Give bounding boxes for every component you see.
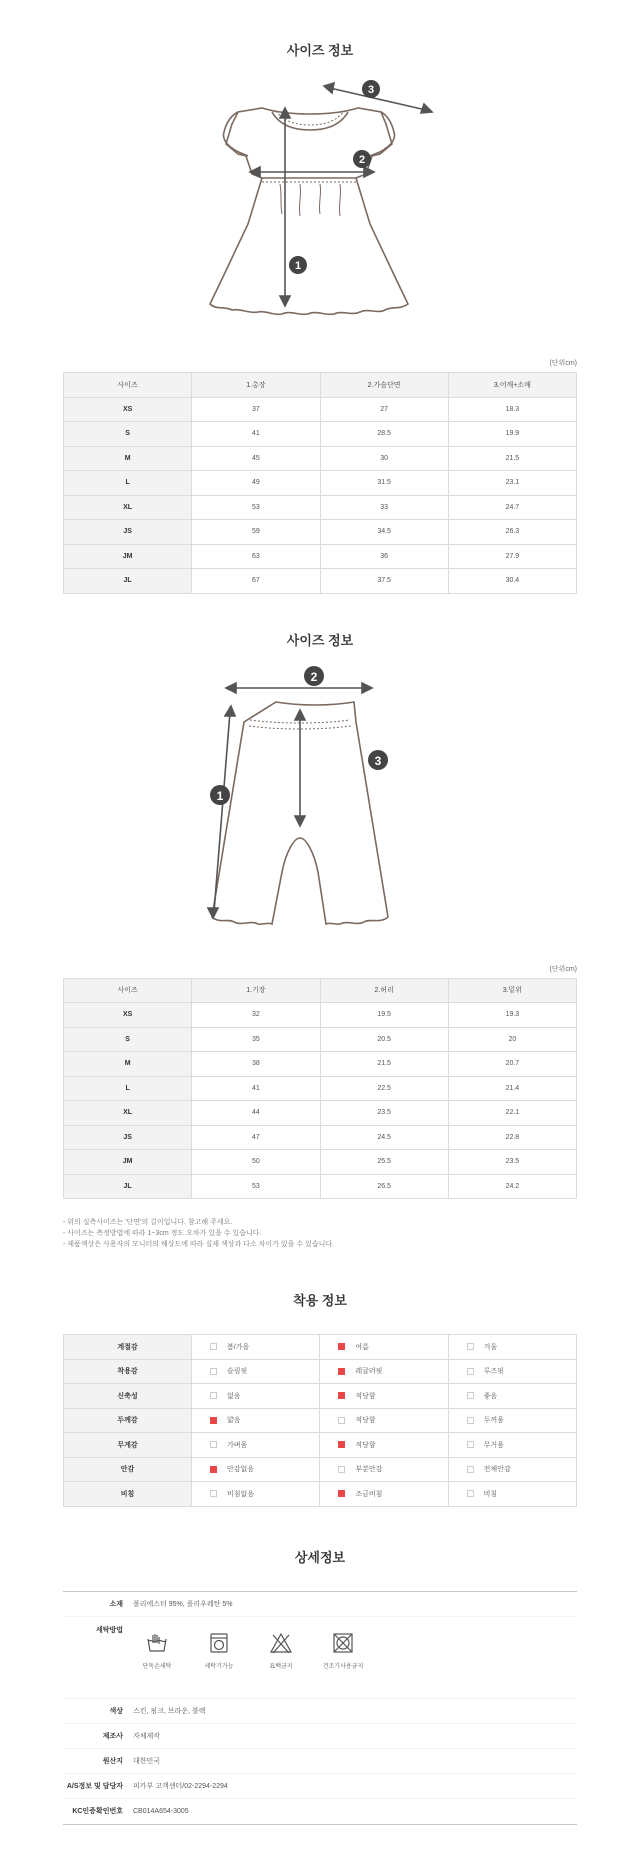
fit-label: 안감: [64, 1457, 192, 1482]
detail-value: CB014A654-3005: [133, 1807, 189, 1815]
checkbox-unchecked: [210, 1343, 217, 1350]
fit-option-label: 없음: [227, 1392, 241, 1400]
fit-option-label: 안감없음: [227, 1466, 255, 1474]
detail-row-as: [63, 1774, 577, 1799]
fit-row: [64, 1457, 577, 1482]
measure-cell: 22.8: [448, 1125, 576, 1150]
note-line: - 제품색상은 사용자의 모니터의 해상도에 따라 실제 색상과 다소 차이가 있을 수 있습니다.: [63, 1241, 335, 1248]
unit-label-dress: (단위cm): [549, 360, 577, 367]
measure-cell: 27: [320, 397, 448, 422]
fit-option: [320, 1457, 448, 1482]
detail-row-kc: [63, 1799, 577, 1824]
size-notes: [63, 1217, 577, 1250]
fit-option: [448, 1457, 576, 1482]
detail-label: 제조사: [102, 1732, 123, 1740]
fit-option-label: 부분안감: [355, 1466, 383, 1474]
fit-row: [64, 1408, 577, 1433]
fit-option-label: 적당함: [355, 1417, 376, 1425]
table-row: [64, 1027, 577, 1052]
fit-row: [64, 1384, 577, 1409]
note-line: - 위의 실측사이즈는 '단면'의 길이입니다. 참고해 주세요.: [63, 1219, 233, 1226]
fit-option: [192, 1482, 320, 1507]
detail-info-title: 상세정보: [294, 1549, 346, 1565]
measure-cell: 63: [192, 544, 320, 569]
table-header: 1.기장: [192, 978, 320, 1003]
detail-row-wash: [63, 1617, 577, 1699]
size-cell: JM: [64, 544, 192, 569]
table-header: 2.허리: [320, 978, 448, 1003]
size-info-title-pants: 사이즈 정보: [286, 632, 354, 648]
care-label: 건조기사용금지: [322, 1663, 364, 1670]
detail-value: 스킨, 핑크, 브라운, 블랙: [133, 1707, 206, 1715]
measure-cell: 31.5: [320, 471, 448, 496]
care-label: 세탁기가능: [204, 1663, 234, 1670]
size-cell: L: [64, 1076, 192, 1101]
measure-cell: 37: [192, 397, 320, 422]
checkbox-checked: [210, 1466, 217, 1473]
care-item: [319, 1631, 367, 1670]
size-cell: S: [64, 422, 192, 447]
fit-option: [192, 1359, 320, 1384]
fit-row: [64, 1433, 577, 1458]
fit-option: [320, 1384, 448, 1409]
dress-size-table: [63, 372, 577, 594]
measure-cell: 28.5: [320, 422, 448, 447]
fit-option: [192, 1335, 320, 1360]
fit-label: 비침: [64, 1482, 192, 1507]
measure-cell: 18.3: [448, 397, 576, 422]
measure-cell: 30: [320, 446, 448, 471]
size-cell: M: [64, 1052, 192, 1077]
measure-cell: 20: [448, 1027, 576, 1052]
fit-option-label: 가벼움: [227, 1441, 248, 1449]
measure-cell: 44: [192, 1101, 320, 1126]
fit-option-label: 슬림핏: [227, 1368, 248, 1376]
fit-option: [192, 1433, 320, 1458]
table-header: 3.밑위: [448, 978, 576, 1003]
fit-option-label: 얇음: [227, 1417, 241, 1425]
hand-wash-icon: [145, 1631, 169, 1655]
detail-label: 세탁방법: [95, 1626, 123, 1634]
note-line: - 사이즈는 측정방법에 따라 1~3cm 정도 오차가 있을 수 있습니다.: [63, 1230, 262, 1237]
measure-cell: 21.5: [448, 446, 576, 471]
measure-cell: 19.3: [448, 1003, 576, 1028]
measure-cell: 19.5: [320, 1003, 448, 1028]
detail-value: 폴리에스터 95%, 폴리우레탄 5%: [133, 1600, 233, 1608]
checkbox-unchecked: [338, 1466, 345, 1473]
table-row: [64, 544, 577, 569]
size-cell: JS: [64, 1125, 192, 1150]
table-row: [64, 495, 577, 520]
checkbox-unchecked: [210, 1368, 217, 1375]
measure-cell: 21.5: [320, 1052, 448, 1077]
measure-cell: 20.7: [448, 1052, 576, 1077]
table-row: [64, 520, 577, 545]
size-cell: XL: [64, 1101, 192, 1126]
table-header: 사이즈: [64, 978, 192, 1003]
fit-info-title: 착용 정보: [293, 1293, 347, 1308]
fit-row: [64, 1335, 577, 1360]
unit-label-pants: (단위cm): [549, 965, 577, 973]
checkbox-checked: [338, 1343, 345, 1350]
size-cell: JM: [64, 1150, 192, 1175]
checkbox-unchecked: [210, 1441, 217, 1448]
marker-3: 3: [374, 753, 382, 768]
detail-label: 소재: [109, 1600, 123, 1608]
table-row: [64, 1052, 577, 1077]
fit-option: [320, 1482, 448, 1507]
size-cell: XS: [64, 1003, 192, 1028]
table-row: [64, 471, 577, 496]
detail-info-list: [63, 1591, 577, 1825]
measure-cell: 36: [320, 544, 448, 569]
marker-1: 1: [216, 788, 224, 803]
marker-3: 3: [367, 84, 375, 96]
fit-option: [320, 1335, 448, 1360]
table-row: [64, 1076, 577, 1101]
checkbox-unchecked: [467, 1392, 474, 1399]
checkbox-unchecked: [210, 1392, 217, 1399]
measure-cell: 21.4: [448, 1076, 576, 1101]
fit-option-label: 루즈핏: [483, 1368, 504, 1376]
fit-label: 계절감: [64, 1335, 192, 1360]
pants-size-table: [63, 978, 577, 1200]
fit-option: [192, 1457, 320, 1482]
table-header: 2.가슴단면: [320, 373, 448, 398]
marker-1: 1: [294, 260, 302, 272]
detail-row-color: [63, 1699, 577, 1724]
fit-option: [448, 1384, 576, 1409]
checkbox-checked: [338, 1392, 345, 1399]
checkbox-unchecked: [467, 1490, 474, 1497]
checkbox-unchecked: [467, 1466, 474, 1473]
measure-cell: 47: [192, 1125, 320, 1150]
fit-option: [192, 1384, 320, 1409]
fit-option-label: 전체안감: [483, 1466, 511, 1474]
measure-cell: 35: [192, 1027, 320, 1052]
fit-label: 신축성: [64, 1384, 192, 1409]
care-label: 단독손세탁: [142, 1663, 172, 1670]
table-row: [64, 1125, 577, 1150]
table-row: [64, 569, 577, 594]
table-row: [64, 1003, 577, 1028]
size-cell: JS: [64, 520, 192, 545]
checkbox-checked: [338, 1490, 345, 1497]
checkbox-unchecked: [210, 1490, 217, 1497]
table-row: [64, 397, 577, 422]
checkbox-checked: [338, 1441, 345, 1448]
marker-2: 2: [310, 669, 318, 684]
checkbox-checked: [210, 1417, 217, 1424]
measure-cell: 22.1: [448, 1101, 576, 1126]
measure-cell: 38: [192, 1052, 320, 1077]
fit-option: [320, 1433, 448, 1458]
fit-option: [448, 1335, 576, 1360]
care-item: [257, 1631, 305, 1670]
fit-option-label: 봄/가을: [227, 1343, 250, 1351]
fit-label: 무게감: [64, 1433, 192, 1458]
detail-row-maker: [63, 1724, 577, 1749]
measure-cell: 37.5: [320, 569, 448, 594]
fit-option-label: 여름: [355, 1343, 369, 1351]
detail-value: 피카부 고객센터/02-2294-2294: [133, 1782, 228, 1790]
detail-label: 원산지: [102, 1757, 123, 1765]
no-dryer-icon: [331, 1631, 355, 1655]
table-header: 1.총장: [192, 373, 320, 398]
measure-cell: 41: [192, 1076, 320, 1101]
measure-cell: 23.5: [320, 1101, 448, 1126]
fit-option-label: 좋음: [483, 1392, 498, 1400]
detail-label: 색상: [109, 1707, 123, 1715]
table-row: [64, 1101, 577, 1126]
detail-value: 자체제작: [133, 1732, 161, 1740]
measure-cell: 45: [192, 446, 320, 471]
checkbox-unchecked: [467, 1417, 474, 1424]
fit-option-label: 비침: [483, 1490, 498, 1498]
measure-cell: 32: [192, 1003, 320, 1028]
fit-row: [64, 1359, 577, 1384]
measure-cell: 24.2: [448, 1174, 576, 1199]
care-item: [133, 1631, 181, 1670]
pants-diagram: [0, 662, 640, 952]
table-row: [64, 422, 577, 447]
detail-value: 대한민국: [133, 1757, 161, 1765]
fit-option: [320, 1359, 448, 1384]
measure-cell: 30.4: [448, 569, 576, 594]
table-row: [64, 1150, 577, 1175]
size-cell: S: [64, 1027, 192, 1052]
fit-option: [448, 1359, 576, 1384]
measure-cell: 24.7: [448, 495, 576, 520]
fit-option: [448, 1408, 576, 1433]
measure-cell: 49: [192, 471, 320, 496]
detail-row-origin: [63, 1749, 577, 1774]
measure-cell: 33: [320, 495, 448, 520]
measure-cell: 67: [192, 569, 320, 594]
fit-option: [320, 1408, 448, 1433]
wash-icons: [133, 1625, 577, 1670]
table-header: 사이즈: [64, 373, 192, 398]
checkbox-unchecked: [338, 1417, 345, 1424]
measure-cell: 20.5: [320, 1027, 448, 1052]
checkbox-unchecked: [467, 1368, 474, 1375]
measure-cell: 26.3: [448, 520, 576, 545]
table-row: [64, 446, 577, 471]
fit-option-label: 비침없음: [227, 1490, 255, 1498]
washing-machine-icon: [207, 1631, 231, 1655]
measure-cell: 22.5: [320, 1076, 448, 1101]
fit-option: [192, 1408, 320, 1433]
fit-option-label: 적당함: [355, 1392, 376, 1400]
checkbox-unchecked: [467, 1441, 474, 1448]
measure-cell: 53: [192, 1174, 320, 1199]
checkbox-unchecked: [467, 1343, 474, 1350]
care-item: [195, 1631, 243, 1670]
size-cell: JL: [64, 1174, 192, 1199]
detail-label: KC인증확인번호: [72, 1808, 123, 1815]
measure-cell: 23.1: [448, 471, 576, 496]
detail-label: A/S정보 및 담당자: [66, 1782, 123, 1790]
fit-label: 두께감: [64, 1408, 192, 1433]
fit-label: 착용감: [64, 1359, 192, 1384]
fit-info-table: [63, 1334, 577, 1507]
care-label: 표백금지: [269, 1663, 293, 1670]
size-cell: M: [64, 446, 192, 471]
fit-option-label: 레귤러핏: [355, 1368, 383, 1376]
fit-option: [448, 1433, 576, 1458]
detail-row-material: [63, 1592, 577, 1617]
marker-2: 2: [358, 154, 366, 166]
size-cell: L: [64, 471, 192, 496]
table-header: 3.어깨+소매: [448, 373, 576, 398]
fit-option-label: 무거움: [483, 1441, 504, 1449]
measure-cell: 27.9: [448, 544, 576, 569]
table-row: [64, 1174, 577, 1199]
size-cell: XS: [64, 397, 192, 422]
fit-option-label: 겨울: [483, 1343, 498, 1351]
fit-option-label: 두꺼움: [483, 1417, 504, 1425]
measure-cell: 50: [192, 1150, 320, 1175]
fit-row: [64, 1482, 577, 1507]
measure-cell: 19.9: [448, 422, 576, 447]
measure-cell: 59: [192, 520, 320, 545]
no-bleach-icon: [269, 1631, 293, 1655]
measure-cell: 25.5: [320, 1150, 448, 1175]
measure-cell: 41: [192, 422, 320, 447]
fit-option: [448, 1482, 576, 1507]
measure-cell: 23.5: [448, 1150, 576, 1175]
measure-cell: 24.5: [320, 1125, 448, 1150]
size-cell: XL: [64, 495, 192, 520]
measure-cell: 26.5: [320, 1174, 448, 1199]
checkbox-checked: [338, 1368, 345, 1375]
fit-option-label: 조금비침: [355, 1490, 383, 1498]
measure-cell: 53: [192, 495, 320, 520]
measure-cell: 34.5: [320, 520, 448, 545]
fit-option-label: 적당함: [355, 1441, 376, 1449]
size-info-title-dress: 사이즈 정보: [286, 43, 354, 58]
dress-diagram: [0, 64, 640, 344]
size-cell: JL: [64, 569, 192, 594]
